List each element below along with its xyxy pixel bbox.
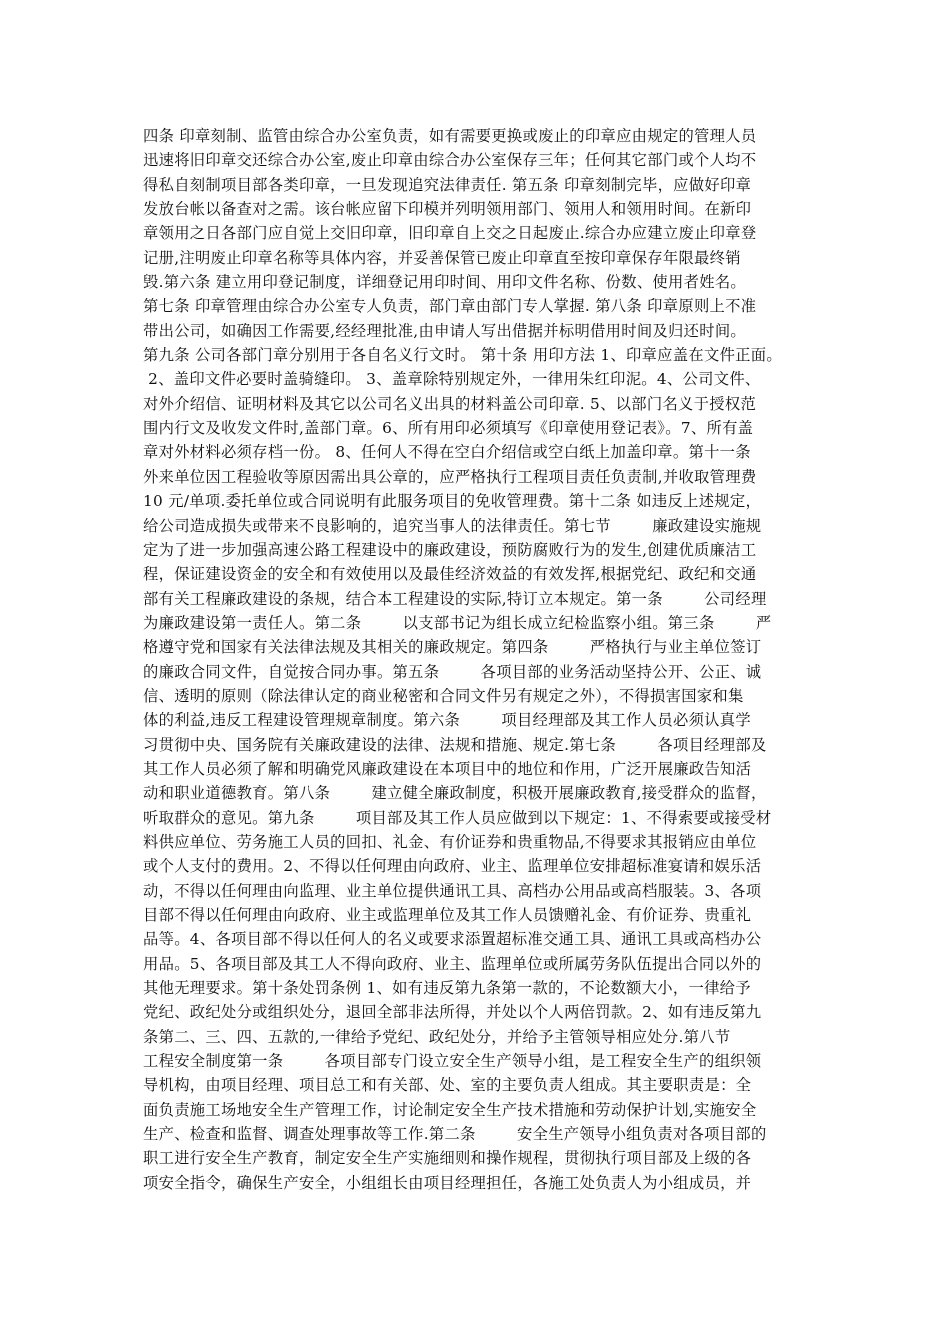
text-line: 定为了进一步加强高速公路工程建设中的廉政建设，预防腐败行为的发生,创建优质廉洁工 <box>143 540 757 559</box>
text-line: 10 元/单项.委托单位或合同说明有此服务项目的免收管理费。第十二条 如违反上述规定， <box>143 492 762 511</box>
text-line: 第九条 公司各部门章分别用于各自名义行文时。 第十条 用印方法 1、印章应盖在文件正面。 <box>143 346 782 365</box>
text-line: 记册,注明废止印章名称等具体内容，并妥善保管已废止印章直至按印章保存年限最终销 <box>143 248 741 267</box>
text-line: 职工进行安全生产教育，制定安全生产实施细则和操作规程，贯彻执行项目部及上级的各 <box>143 1149 752 1168</box>
text-line: 体的利益,违反工程建设管理规章制度。第六条 项目经理部及其工作人员必须认真学 <box>143 711 751 730</box>
text-line: 导机构，由项目经理、项目总工和有关部、处、室的主要负责人组成。其主要职责是：全 <box>143 1076 752 1095</box>
text-line: 用品。5、各项目部及其工人不得向政府、业主、监理单位或所属劳务队伍提出合同以外的 <box>143 954 762 973</box>
text-line: 料供应单位、劳务施工人员的回扣、礼金、有价证券和贵重物品,不得要求其报销应由单位 <box>143 832 757 851</box>
text-line: 部有关工程廉政建设的条规，结合本工程建设的实际,特订立本规定。第一条 公司经理 <box>143 589 767 608</box>
text-line: 章领用之日各部门应自觉上交旧印章，旧印章自上交之日起废止.综合办应建立废止印章登 <box>143 224 757 243</box>
text-line: 面负责施工场地安全生产管理工作，讨论制定安全生产技术措施和劳动保护计划,实施安全 <box>143 1100 757 1119</box>
text-line: 格遵守党和国家有关法律法规及其相关的廉政规定。第四条 严格执行与业主单位签订 <box>143 638 762 657</box>
text-line: 得私自刻制项目部各类印章，一旦发现追究法律责任. 第五条 印章刻制完毕，应做好印章 <box>143 175 752 194</box>
text-line: 发放台帐以备查对之需。该台帐应留下印模并列明领用部门、领用人和领用时间。在新印 <box>143 200 752 219</box>
text-line: 条第二、三、四、五款的,一律给予党纪、政纪处分，并给予主管领导相应处分.第八节 <box>143 1027 731 1046</box>
text-line: 目部不得以任何理由向政府、业主或监理单位及其工作人员馈赠礼金、有价证券、贵重礼 <box>143 906 752 924</box>
text-line: 或个人支付的费用。2、不得以任何理由向政府、业主、监理单位安排超标准宴请和娱乐活 <box>143 857 762 876</box>
text-line: 四条 印章刻制、监管由综合办公室负责，如有需要更换或废止的印章应由规定的管理人员 <box>143 127 757 145</box>
text-line: 动和职业道德教育。第八条 建立健全廉政制度，积极开展廉政教育,接受群众的监督， <box>143 784 767 803</box>
text-line: 其工作人员必须了解和明确党风廉政建设在本项目中的地位和作用，广泛开展廉政告知活 <box>143 759 752 778</box>
text-line: 动，不得以任何理由向监理、业主单位提供通讯工具、高档办公用品或高档服装。3、各项 <box>143 881 762 900</box>
text-line: 2、盖印文件必要时盖骑缝印。 3、盖章除特别规定外，一律用朱红印泥。4、公司文件、 <box>143 370 761 389</box>
text-line: 带出公司，如确因工作需要,经经理批准,由申请人写出借据并标明借用时间及归还时间。 <box>143 321 747 340</box>
text-line: 习贯彻中央、国务院有关廉政建设的法律、法规和措施、规定.第七条 各项目经理部及 <box>143 735 767 754</box>
text-line: 第七条 印章管理由综合办公室专人负责，部门章由部门专人掌握. 第八条 印章原则上不准 <box>143 297 757 316</box>
text-line: 生产、检查和监督、调查处理事故等工作.第二条 安全生产领导小组负责对各项目部的 <box>143 1125 767 1144</box>
text-line: 听取群众的意见。第九条 项目部及其工作人员应做到以下规定：1、不得索要或接受材 <box>143 808 772 827</box>
text-line: 程，保证建设资金的安全和有效使用以及最佳经济效益的有效发挥,根据党纪、政纪和交通 <box>143 565 757 584</box>
text-line: 党纪、政纪处分或组织处分，退回全部非法所得，并处以个人两倍罚款。2、如有违反第九 <box>143 1003 762 1022</box>
text-line: 章对外材料必须存档一份。 8、任何人不得在空白介绍信或空白纸上加盖印章。第十一条 <box>143 443 751 462</box>
text-line: 其他无理要求。第十条处罚条例 1、如有违反第九条第一款的，不论数额大小，一律给予 <box>143 979 751 998</box>
text-line: 对外介绍信、证明材料及其它以公司名义出具的材料盖公司印章. 5、以部门名义于授权范 <box>143 394 757 413</box>
text-line: 项安全指令，确保生产安全，小组组长由项目经理担任，各施工处负责人为小组成员，并 <box>143 1173 752 1192</box>
text-line: 信、透明的原则（除法律认定的商业秘密和合同文件另有规定之外），不得损害国家和集 <box>143 686 744 705</box>
body-text <box>143 124 823 1195</box>
text-line: 为廉政建设第一责任人。第二条 以支部书记为组长成立纪检监察小组。第三条 严 <box>143 613 772 632</box>
text-line: 的廉政合同文件，自觉按合同办事。第五条 各项目部的业务活动坚持公开、公正、诚 <box>143 662 762 681</box>
text-line: 品等。4、各项目部不得以任何人的名义或要求添置超标准交通工具、通讯工具或高档办公 <box>143 930 762 949</box>
text-line: 围内行文及收发文件时,盖部门章。6、所有用印必须填写《印章使用登记表》。7、所有盖 <box>143 419 754 438</box>
text-line: 迅速将旧印章交还综合办公室,废止印章由综合办公室保存三年；任何其它部门或个人均不 <box>143 151 757 170</box>
text-line: 外来单位因工程验收等原因需出具公章的，应严格执行工程项目责任负责制,并收取管理费 <box>143 467 757 486</box>
text-line: 工程安全制度第一条 各项目部专门设立安全生产领导小组，是工程安全生产的组织领 <box>143 1052 762 1071</box>
text-line: 毁.第六条 建立用印登记制度，详细登记用印时间、用印文件名称、份数、使用者姓名。 <box>143 273 747 292</box>
text-line: 给公司造成损失或带来不良影响的，追究当事人的法律责任。第七节 廉政建设实施规 <box>143 516 762 535</box>
